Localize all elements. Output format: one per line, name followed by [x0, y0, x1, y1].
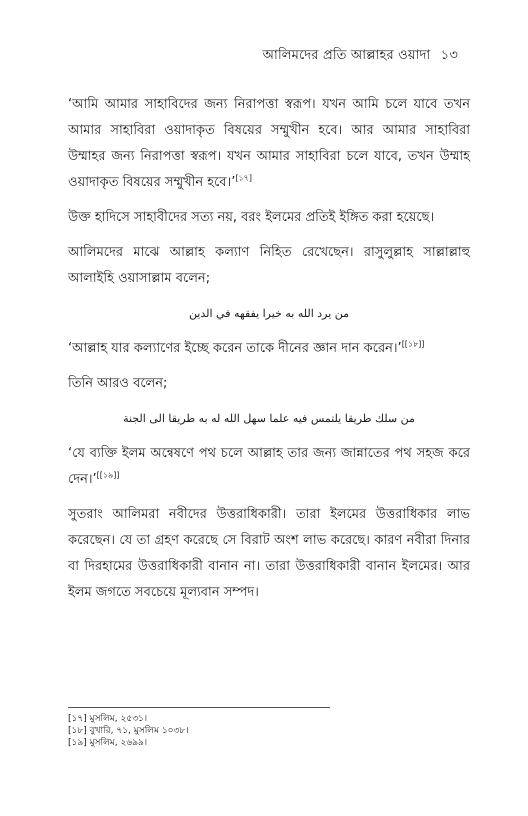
arabic-hadith-1: من يرد الله به خيرا يفقهه في الدين	[188, 307, 350, 320]
footnotes-section	[68, 713, 368, 749]
footnote-ref-18: [[১৮]]	[401, 339, 425, 349]
page-number: ১৩	[440, 48, 458, 63]
hadith-quote-1: ‘আমি আমার সাহাবিদের জন্য নিরাপত্তা স্বরূপ। যখন আমি চলে যাবে তখন আমার সাহাবিরা ওয়াদাকৃত বিষয়ের সম্মুখীন হবে। আর আমার সাহাবিরা উম্মাহর জন্য নিরাপত্তা স্বরূপ। যখন আমার সাহাবিরা চলে যাবে, তখন উম্মাহ ওয়াদাকৃত বিষয়ের সম্মুখীন হবে।’	[68, 97, 470, 190]
main-text	[68, 92, 470, 615]
arabic-hadith-2: من سلك طريقا يلتمس فيه علما سهل الله له به طريقا الى الجنة	[123, 412, 415, 425]
footnote-19: [১৯] মুসলিম, ২৬৯৯।	[68, 738, 148, 748]
conclusion-paragraph: সুতরাং আলিমরা নবীদের উত্তরাধিকারী। তারা ইলমের উত্তরাধিকার লাভ করেছেন। যে তা গ্রহণ করেছে সে বিরাট অংশ লাভ করেছে। কারণ নবীরা দিনার বা দিরহামের উত্তরাধিকারী বানান না। তারা উত্তরাধিকারী বানান ইলমের। আর ইলম জগতে সবচেয়ে মূল্যবান সম্পদ।	[68, 507, 470, 600]
commentary-paragraph: উক্ত হাদিসে সাহাবীদের সত্য নয়, বরং ইলমের প্রতিই ইঙ্গিত করা হয়েছে।	[68, 210, 435, 225]
intro-paragraph-2: তিনি আরও বলেন;	[68, 376, 168, 391]
translation-2: ‘যে ব্যক্তি ইলম অন্বেষণে পথ চলে আল্লাহ তার জন্য জান্নাতের পথ সহজ করে দেন।’	[68, 446, 470, 487]
footnote-ref-17: [১৭]	[235, 173, 252, 183]
translation-1: ‘আল্লাহ যার কল্যাণের ইচ্ছে করেন তাকে দীনের জ্ঞান দান করেন।’	[68, 341, 402, 356]
translation-paragraph-2	[68, 441, 470, 493]
footnote-17: [১৭] মুসলিম, ২৫৩১।	[68, 714, 148, 724]
intro-paragraph: আলিমদের মাঝে আল্লাহ কল্যাণ নিহিত রেখেছেন। রাসুলুল্লাহ সাল্লাল্লাহু আলাইহি ওয়াসাল্লাম বলেন;	[68, 245, 470, 286]
footnote-18: [১৮] বুখারি, ৭১, মুসলিম ১০৩৮।	[68, 726, 189, 736]
footnote-divider	[68, 707, 330, 708]
hadith-paragraph-1	[68, 92, 470, 196]
running-header	[263, 46, 458, 67]
translation-paragraph-1	[68, 336, 470, 362]
running-title: আলিমদের প্রতি আল্লাহর ওয়াদা	[262, 48, 431, 63]
footnote-ref-19: [[১৯]]	[96, 470, 120, 480]
